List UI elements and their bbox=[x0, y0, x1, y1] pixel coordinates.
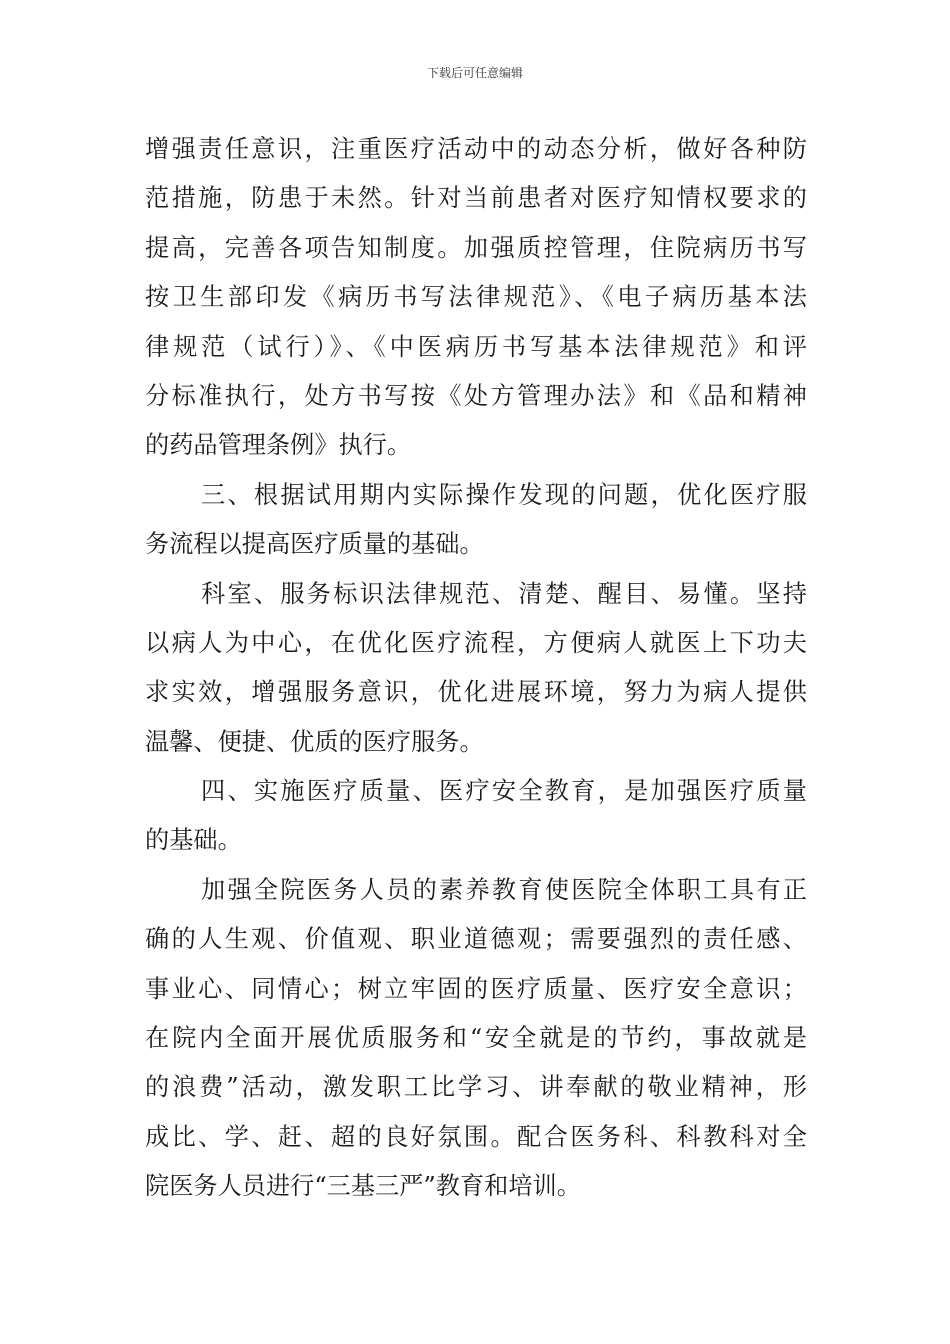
text-line: 四、实施医疗质量、医疗安全教育，是加强医疗质量 bbox=[201, 777, 807, 806]
text-line: 范措施，防患于未然。针对当前患者对医疗知情权要求的 bbox=[145, 184, 807, 213]
paragraph-5 bbox=[145, 866, 807, 1212]
paragraph-1 bbox=[145, 125, 807, 471]
text-line: 加强全院医务人员的素养教育使医院全体职工具有正 bbox=[201, 875, 807, 904]
text-line: 三、根据试用期内实际操作发现的问题，优化医疗服 bbox=[201, 480, 807, 509]
text-line: 院医务人员进行“三基三严”教育和培训。 bbox=[145, 1172, 581, 1201]
text-line: 按卫生部印发《病历书写法律规范》、《电子病历基本法 bbox=[145, 283, 807, 312]
page-header: 下载后可任意编辑 bbox=[426, 66, 523, 80]
text-line: 成比、学、赶、超的良好氛围。配合医务科、科教科对全 bbox=[145, 1122, 807, 1151]
text-line: 在院内全面开展优质服务和“安全就是的节约，事故就是 bbox=[145, 1024, 807, 1053]
text-line: 的基础。 bbox=[145, 826, 242, 855]
text-line: 温馨、便捷、优质的医疗服务。 bbox=[145, 727, 484, 756]
text-line: 律规范（试行）》、《中医病历书写基本法律规范》和评 bbox=[145, 332, 807, 361]
text-line: 科室、服务标识法律规范、清楚、醒目、易懂。坚持 bbox=[201, 579, 807, 608]
paragraph-2-section-three-heading bbox=[145, 471, 807, 570]
text-line: 求实效，增强服务意识，优化进展环境，努力为病人提供 bbox=[145, 678, 807, 707]
text-line: 事业心、同情心；树立牢固的医疗质量、医疗安全意识； bbox=[145, 974, 807, 1003]
text-line: 提高，完善各项告知制度。加强质控管理，住院病历书写 bbox=[145, 233, 807, 262]
text-line: 务流程以提高医疗质量的基础。 bbox=[145, 530, 484, 559]
text-line: 的浪费”活动，激发职工比学习、讲奉献的敬业精神，形 bbox=[145, 1073, 807, 1102]
text-line: 确的人生观、价值观、职业道德观；需要强烈的责任感、 bbox=[145, 925, 807, 954]
text-line: 分标准执行，处方书写按《处方管理办法》和《品和精神 bbox=[145, 381, 807, 410]
document-body bbox=[145, 125, 807, 1212]
text-line: 的药品管理条例》执行。 bbox=[145, 431, 412, 460]
paragraph-3 bbox=[145, 570, 807, 768]
text-line: 增强责任意识，注重医疗活动中的动态分析，做好各种防 bbox=[145, 135, 807, 163]
paragraph-4-section-four-heading bbox=[145, 767, 807, 866]
text-line: 以病人为中心，在优化医疗流程，方便病人就医上下功夫 bbox=[145, 628, 807, 657]
